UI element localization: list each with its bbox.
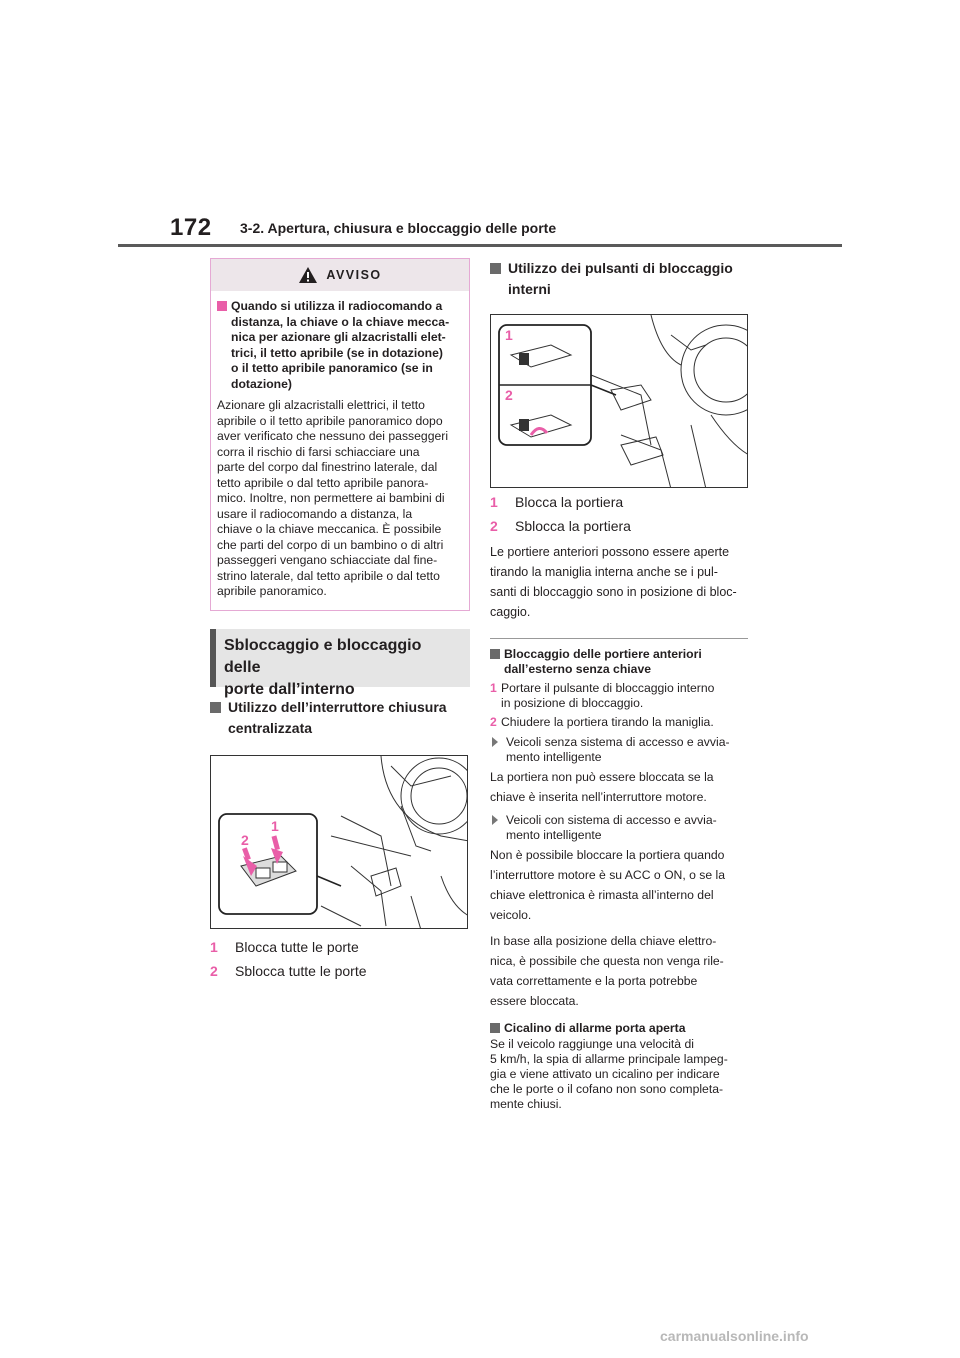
case-without-smart-key (490, 735, 752, 765)
warning-body (217, 398, 463, 600)
item-number: 2 (490, 518, 498, 534)
warning-heading (217, 299, 463, 392)
warning-heading-line: o il tetto apribile panoramico (se in (231, 361, 433, 375)
case-title-line: mento intelligente (506, 750, 602, 764)
central-lock-heading (210, 697, 470, 739)
case-text-line: La portiera non può essere bloccata se la (490, 770, 714, 784)
figure-callout-2: 2 (505, 387, 513, 403)
warning-body-line: strino laterale, dal tetto apribile o dal tetto (217, 568, 440, 583)
warning-body-line: apribile panoramico. (217, 584, 327, 598)
alarm-line: gia e viene attivato un cicalino per indicare (490, 1067, 720, 1081)
item-text: Blocca tutte le porte (235, 938, 359, 955)
central-lock-illustration (210, 755, 468, 929)
note-line: caggio. (490, 605, 531, 619)
central-lock-title-line: Utilizzo dell’interruttore chiusura (228, 698, 447, 715)
page-header (0, 196, 960, 256)
section-title (210, 629, 470, 698)
warning-body-line: che parti del corpo di un bambino o di altri (217, 537, 444, 552)
case-text-line: l’interruttore motore è su ACC o ON, o se la (490, 868, 726, 882)
bullet-square-icon (217, 301, 227, 311)
inner-lock-note (490, 542, 752, 622)
warning-body-line: passeggeri vengano schiacciate dal fine- (217, 553, 438, 567)
alarm-line: 5 km/h, la spia di allarme principale lampeg- (490, 1052, 728, 1066)
item-number: 2 (210, 962, 218, 979)
warning-body-line: aver verificato che nessuno dei passeggeri (217, 429, 449, 443)
warning-heading-line: trici, il tetto apribile (se in dotazione) (231, 345, 443, 360)
warning-box (210, 258, 470, 611)
alarm-line: Se il veicolo raggiunge una velocità di (490, 1037, 694, 1051)
central-lock-title-line: centralizzata (228, 719, 313, 736)
warning-heading-line: dotazione) (231, 376, 292, 391)
warning-heading-line: nica per azionare gli alzacristalli elet- (231, 330, 446, 344)
front-lock-step (490, 715, 752, 730)
figure-callout-1: 1 (505, 327, 513, 343)
section-title-line: Sbloccaggio e bloccaggio delle (224, 636, 422, 676)
case-text-line: chiave elettronica è rimasta all’interno del (490, 888, 714, 902)
step-number: 2 (490, 715, 497, 729)
inner-lock-item (490, 492, 752, 512)
item-text: Blocca la portiera (515, 494, 624, 510)
warning-body-line: mico. Inoltre, non permettere ai bambini di (217, 491, 445, 505)
warning-body-line: chiave o la chiave meccanica. È possibile (217, 522, 442, 536)
right-column (490, 258, 752, 1112)
case-text-line: veicolo. (490, 908, 532, 922)
figure-callout-1: 1 (271, 817, 279, 834)
arrow-right-icon (492, 815, 498, 825)
warning-heading-line: Quando si utilizza il radiocomando a (231, 299, 443, 313)
case-with-smart-key-text (490, 845, 752, 1011)
central-lock-drawing (211, 756, 468, 929)
case-text-line: In base alla posizione della chiave elettro- (490, 934, 717, 948)
inner-lock-item (490, 516, 752, 536)
case-without-smart-key-text (490, 767, 752, 807)
note-line: tirando la maniglia interna anche se i pul- (490, 565, 718, 579)
warning-body-line: apribile o il tetto apribile panoramico dopo (217, 413, 443, 428)
alarm-line: mente chiusi. (490, 1097, 562, 1111)
item-number: 1 (210, 938, 218, 955)
watermark: carmanualsonline.info (660, 1328, 809, 1344)
front-lock-title-line: dall’esterno senza chiave (504, 662, 651, 676)
page-number: 172 (170, 214, 212, 241)
warning-body-line: corra il rischio di farsi schiacciare una (217, 444, 420, 459)
warning-triangle-icon (298, 266, 318, 284)
alarm-text (490, 1037, 752, 1112)
case-title-line: Veicoli con sistema di accesso e avvia- (506, 813, 717, 827)
bullet-square-icon (210, 702, 221, 713)
item-text: Sblocca la portiera (515, 518, 631, 534)
step-number: 1 (490, 681, 497, 695)
central-lock-item (210, 961, 470, 981)
inner-lock-heading (490, 258, 752, 300)
case-title-line: mento intelligente (506, 828, 602, 842)
bullet-square-icon (490, 263, 501, 274)
warning-body-line: tetto apribile o dal tetto apribile panora- (217, 475, 429, 490)
bullet-square-icon (490, 649, 500, 659)
figure-callout-2: 2 (241, 831, 249, 848)
case-text-line: nica, è possibile che questa non venga rile- (490, 954, 724, 968)
inner-lock-title-line: interni (508, 281, 551, 297)
case-with-smart-key (490, 813, 752, 843)
bullet-square-icon (490, 1023, 500, 1033)
note-line: Le portiere anteriori possono essere aperte (490, 545, 730, 559)
alarm-line: che le porte o il cofano non sono completa- (490, 1082, 724, 1096)
warning-title: AVVISO (326, 268, 382, 282)
inner-lock-illustration (490, 314, 748, 488)
warning-heading-line: distanza, la chiave o la chiave mecca- (231, 314, 450, 329)
note-line: santi di bloccaggio sono in posizione di bloc- (490, 585, 737, 599)
item-text: Sblocca tutte le porte (235, 962, 367, 979)
front-lock-step (490, 681, 752, 711)
warning-body-line: Azionare gli alzacristalli elettrici, il tetto (217, 398, 425, 412)
warning-header (211, 259, 469, 291)
alarm-heading (490, 1021, 752, 1036)
header-divider (118, 244, 842, 247)
step-text: Portare il pulsante di bloccaggio interno (501, 681, 715, 695)
section-title-line: porte dall’interno (224, 680, 355, 698)
item-number: 1 (490, 494, 498, 510)
warning-body-line: parte del corpo dal finestrino laterale, dal (217, 460, 438, 474)
warning-body-line: usare il radiocomando a distanza, la (217, 506, 413, 521)
case-title-line: Veicoli senza sistema di accesso e avvia- (506, 735, 730, 749)
front-lock-heading (490, 647, 752, 677)
arrow-right-icon (492, 737, 498, 747)
central-lock-item (210, 937, 470, 957)
case-text-line: essere bloccata. (490, 994, 579, 1008)
step-text: in posizione di bloccaggio. (501, 696, 644, 710)
inner-lock-drawing (491, 315, 748, 488)
case-text-line: chiave è inserita nell’interruttore motore. (490, 790, 707, 804)
chapter-title: 3-2. Apertura, chiusura e bloccaggio delle porte (240, 220, 557, 236)
step-text: Chiudere la portiera tirando la maniglia. (501, 715, 714, 729)
front-lock-title-line: Bloccaggio delle portiere anteriori (504, 647, 702, 661)
inner-lock-title-line: Utilizzo dei pulsanti di bloccaggio (508, 260, 733, 276)
divider (490, 638, 748, 639)
case-text-line: Non è possibile bloccare la portiera quando (490, 848, 725, 862)
alarm-title: Cicalino di allarme porta aperta (504, 1021, 686, 1035)
left-column (210, 258, 470, 981)
case-text-line: vata correttamente e la porta potrebbe (490, 974, 698, 988)
